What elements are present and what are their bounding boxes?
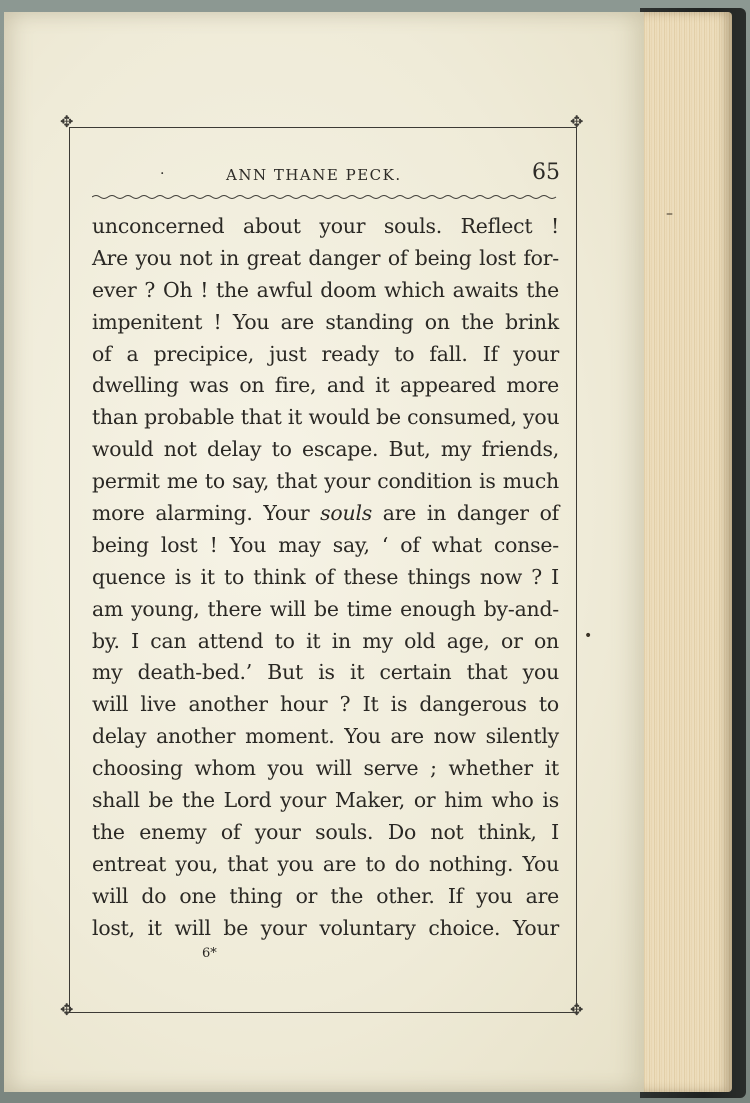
page-fore-edge bbox=[630, 12, 732, 1092]
text-line: entreat you, that you are to do nothing. You bbox=[92, 851, 559, 876]
text-line: impenitent ! You are standing on the brink bbox=[92, 309, 559, 334]
text-line: ever ? Oh ! the awful doom which awaits the bbox=[92, 277, 559, 302]
text-line: by. I can attend to it in my old age, or on bbox=[92, 628, 559, 653]
text-line: than probable that it would be consumed, you bbox=[92, 405, 560, 430]
corner-ornament-icon: ✥ bbox=[60, 112, 74, 131]
text-line: dwelling was on fire, and it appeared more bbox=[92, 373, 559, 398]
corner-ornament-icon: ✥ bbox=[60, 1000, 74, 1019]
running-head-dot: . bbox=[160, 162, 165, 178]
text-run: are in danger of bbox=[372, 501, 560, 526]
text-line: lost, it will be your voluntary choice. Your bbox=[92, 915, 559, 940]
text-line: shall be the Lord your Maker, or him who is bbox=[92, 788, 559, 813]
text-line: being lost ! You may say, ‘ of what conse- bbox=[92, 532, 559, 557]
text-line: quence is it to think of these things now ? I bbox=[92, 564, 559, 589]
text-line: of a precipice, just ready to fall. If your bbox=[92, 341, 559, 366]
text-line: permit me to say, that your condition is much bbox=[92, 469, 559, 494]
text-line: delay another moment. You are now silently bbox=[92, 724, 559, 749]
page-speck: • bbox=[584, 628, 593, 644]
body-text bbox=[92, 211, 559, 944]
running-head bbox=[90, 160, 560, 188]
text-line: would not delay to escape. But, my friends, bbox=[92, 437, 559, 462]
text-line-with-emphasis bbox=[92, 498, 559, 530]
signature-mark: 6* bbox=[202, 946, 217, 961]
text-line: will do one thing or the other. If you are bbox=[92, 883, 559, 908]
text-run: more alarming. Your bbox=[92, 501, 321, 526]
text-line: the enemy of your souls. Do not think, I bbox=[92, 819, 559, 844]
corner-ornament-icon: ✥ bbox=[570, 112, 584, 131]
running-head-title: ANN THANE PECK. bbox=[226, 166, 402, 184]
page-number: 65 bbox=[532, 160, 560, 185]
corner-ornament-icon: ✥ bbox=[570, 1000, 584, 1019]
text-line: choosing whom you will serve ; whether it bbox=[92, 756, 559, 781]
text-line: will live another hour ? It is dangerous to bbox=[92, 692, 559, 717]
text-line: my death-bed.’ But is it certain that you bbox=[92, 660, 559, 685]
text-line: am young, there will be time enough by-and- bbox=[92, 596, 559, 621]
text-line: Are you not in great danger of being lost for- bbox=[92, 245, 559, 270]
page-edge-mark: – bbox=[666, 206, 673, 222]
wavy-rule-divider bbox=[92, 194, 558, 200]
book-page bbox=[4, 12, 644, 1092]
emphasized-word: souls bbox=[320, 501, 373, 526]
text-line: unconcerned about your souls. Reflect ! bbox=[92, 214, 559, 238]
